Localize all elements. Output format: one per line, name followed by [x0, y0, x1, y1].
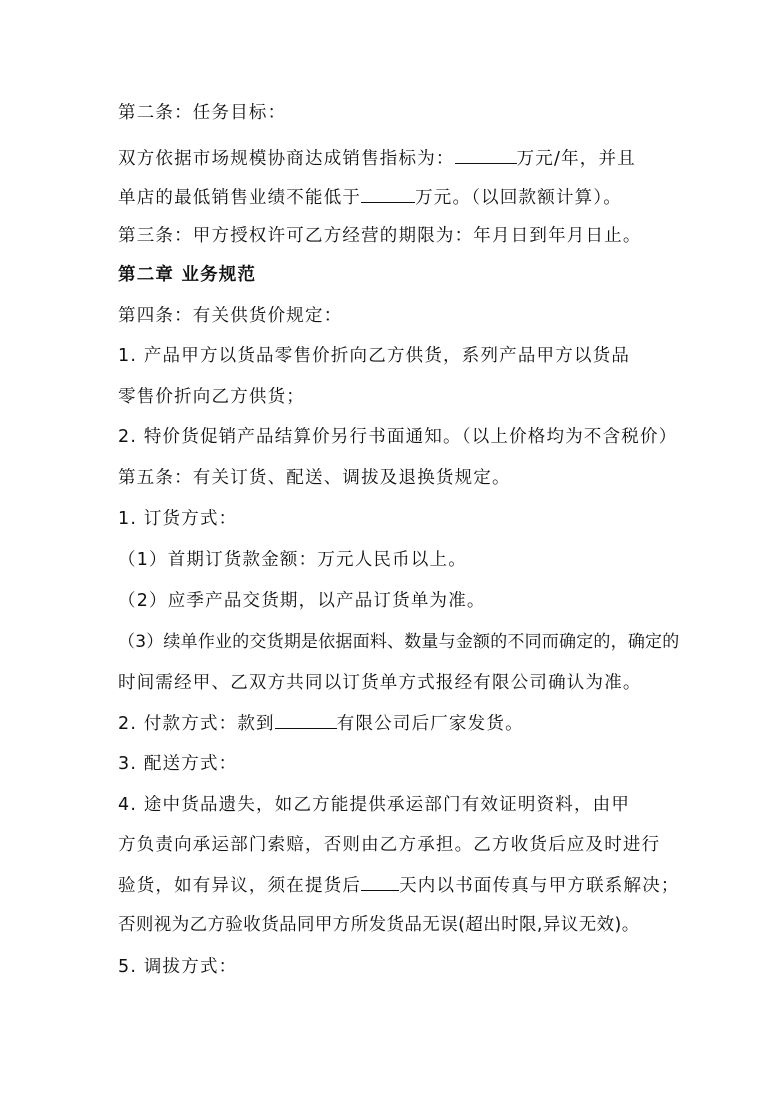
sales-target-text: 双方依据市场规模协商达成销售指标为： — [118, 149, 455, 169]
price-item-1-cont — [118, 384, 305, 410]
loss-item-cont-2-text: 验货，如有异议，须在提货后 — [118, 876, 362, 896]
loss-item-cont-2 — [118, 872, 680, 899]
article-2-title — [118, 100, 286, 126]
sales-target-unit: 万元/年，并且 — [516, 149, 636, 169]
article-4-title — [118, 303, 342, 329]
article-3-text: 第三条：甲方授权许可乙方经营的期限为：年月日到年月日止。 — [118, 226, 642, 246]
ordering-item-3-cont-text: 时间需经甲、乙双方共同以订货单方式报经有限公司确认为准。 — [118, 673, 642, 693]
sales-target-line — [118, 145, 636, 172]
article-3 — [118, 223, 642, 249]
ordering-heading — [118, 506, 237, 532]
sales-target-blank — [455, 145, 517, 164]
ordering-item-2-text: （2）应季产品交货期，以产品订货单为准。 — [118, 591, 486, 611]
loss-item-cont-1-text: 方负责向承运部门索赔，否则由乙方承担。乙方收货后应及时进行 — [118, 835, 661, 855]
ordering-item-3-cont — [118, 670, 642, 696]
chapter-2-heading — [118, 262, 256, 288]
payment-text-cont: 有限公司后厂家发货。 — [336, 714, 524, 734]
payment-text: 2. 付款方式：款到 — [118, 714, 275, 734]
delivery-heading-text: 3. 配送方式： — [118, 754, 238, 774]
transfer-heading-text: 5. 调拔方式： — [118, 957, 238, 977]
article-5-title — [118, 465, 511, 491]
article-4-title-text: 第四条：有关供货价规定： — [118, 306, 343, 326]
days-blank — [361, 872, 399, 891]
delivery-heading — [118, 751, 237, 777]
ordering-item-2 — [118, 588, 486, 614]
price-item-1-text: 1. 产品甲方以货品零售价折向乙方供货，系列产品甲方以货品 — [118, 346, 631, 366]
loss-item-cont-3 — [118, 912, 640, 938]
article-5-title-text: 第五条：有关订货、配送、调拔及退换货规定。 — [118, 468, 511, 488]
transfer-heading — [118, 954, 237, 980]
price-item-2-text: 2. 特价货促销产品结算价另行书面通知。（以上价格均为不含税价） — [118, 427, 678, 447]
ordering-item-1 — [118, 547, 467, 573]
ordering-heading-text: 1. 订货方式： — [118, 509, 238, 529]
ordering-item-3-text: （3）续单作业的交货期是依据面料、数量与金额的不同而确定的，确定的 — [118, 632, 680, 652]
loss-item-cont-1 — [118, 832, 660, 858]
payment-line — [118, 710, 524, 737]
chapter-2-heading-text: 第二章 业务规范 — [118, 265, 257, 285]
min-sales-text: 单店的最低销售业绩不能低于 — [118, 188, 362, 208]
payment-blank — [275, 710, 337, 729]
min-sales-unit: 万元。（以回款额计算）。 — [415, 188, 623, 208]
price-item-2 — [118, 424, 677, 450]
min-sales-blank — [361, 184, 415, 203]
loss-item-cont-3-text: 否则视为乙方验收货品同甲方所发货品无误(超出时限,异议无效)。 — [118, 915, 640, 935]
ordering-item-1-text: （1）首期订货款金额：万元人民币以上。 — [118, 550, 467, 570]
loss-item-cont-2-tail: 天内以书面传真与甲方联系解决； — [399, 876, 680, 896]
loss-item — [118, 792, 630, 818]
ordering-item-3 — [118, 629, 679, 655]
loss-item-text: 4. 途中货品遗失，如乙方能提供承运部门有效证明资料，由甲 — [118, 795, 631, 815]
price-item-1-cont-text: 零售价折向乙方供货； — [118, 387, 305, 407]
article-2-title-text: 第二条：任务目标： — [118, 103, 287, 123]
min-sales-line — [118, 184, 622, 211]
price-item-1 — [118, 343, 630, 369]
